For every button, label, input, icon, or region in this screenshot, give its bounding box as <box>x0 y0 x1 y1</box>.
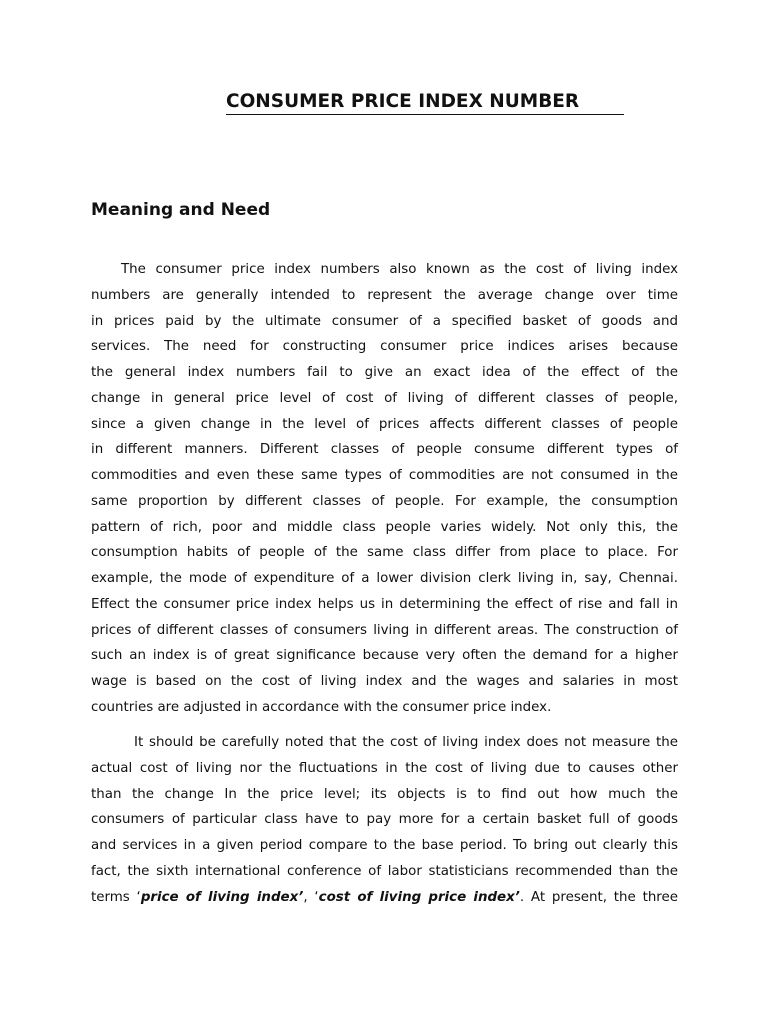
text-line: in prices paid by the ultimate consumer of a specified basket of goods and <box>91 313 678 329</box>
text-line: prices of different classes of consumers living in different areas. The construction of <box>91 622 678 638</box>
text-line: commodities and even these same types of commodities are not consumed in the <box>91 468 678 483</box>
text-line: numbers are generally intended to represent the average change over time <box>91 287 678 303</box>
text-line: and services in a given period compare to the base period. To bring out clearly this <box>91 838 678 853</box>
text-line: services. The need for constructing consumer price indices arises because <box>91 339 678 355</box>
text-line: consumption habits of people of the same class differ from place to place. For <box>91 545 678 561</box>
text-fragment: terms ‘ <box>91 889 141 905</box>
text-line: example, the mode of expenditure of a lower division clerk living in, say, Chennai. <box>91 571 678 586</box>
emphasized-term: price of living index’ <box>140 889 304 905</box>
text-line: since a given change in the level of prices affects different classes of people <box>91 416 678 432</box>
text-line: in different manners. Different classes of people consume different types of <box>91 442 678 458</box>
text-line: consumers of particular class have to pay more for a certain basket full of goods <box>91 812 678 828</box>
page-title: CONSUMER PRICE INDEX NUMBER <box>226 90 624 115</box>
text-line <box>91 885 678 911</box>
emphasized-term: cost of living price index’ <box>318 889 520 905</box>
text-line: The consumer price index numbers also known as the cost of living index <box>121 262 678 277</box>
section-heading: Meaning and Need <box>91 200 271 220</box>
text-line: the general index numbers fail to give an exact idea of the effect of the <box>91 365 678 380</box>
paragraph-meaning-and-need <box>91 257 678 721</box>
text-line: actual cost of living nor the fluctuations in the cost of living due to causes other <box>91 760 678 776</box>
text-line: change in general price level of cost of living of different classes of people, <box>91 390 678 406</box>
paragraph-cost-of-living-note <box>91 730 678 910</box>
text-line: same proportion by different classes of people. For example, the consumption <box>91 493 678 509</box>
text-line: than the change In the price level; its objects is to find out how much the <box>91 786 678 802</box>
text-line: Effect the consumer price index helps us in determining the effect of rise and fall in <box>91 596 678 612</box>
text-line: countries are adjusted in accordance with the consumer price index. <box>91 699 552 715</box>
text-fragment: . At present, the three <box>519 889 678 905</box>
text-line: It should be carefully noted that the cost of living index does not measure the <box>134 735 678 750</box>
text-fragment: , ‘ <box>303 889 319 905</box>
text-line: such an index is of great significance because very often the demand for a higher <box>91 648 678 664</box>
text-line: fact, the sixth international conference of labor statisticians recommended than the <box>91 863 678 879</box>
text-line: pattern of rich, poor and middle class people varies widely. Not only this, the <box>91 519 678 535</box>
text-line: wage is based on the cost of living index and the wages and salaries in most <box>91 674 678 689</box>
